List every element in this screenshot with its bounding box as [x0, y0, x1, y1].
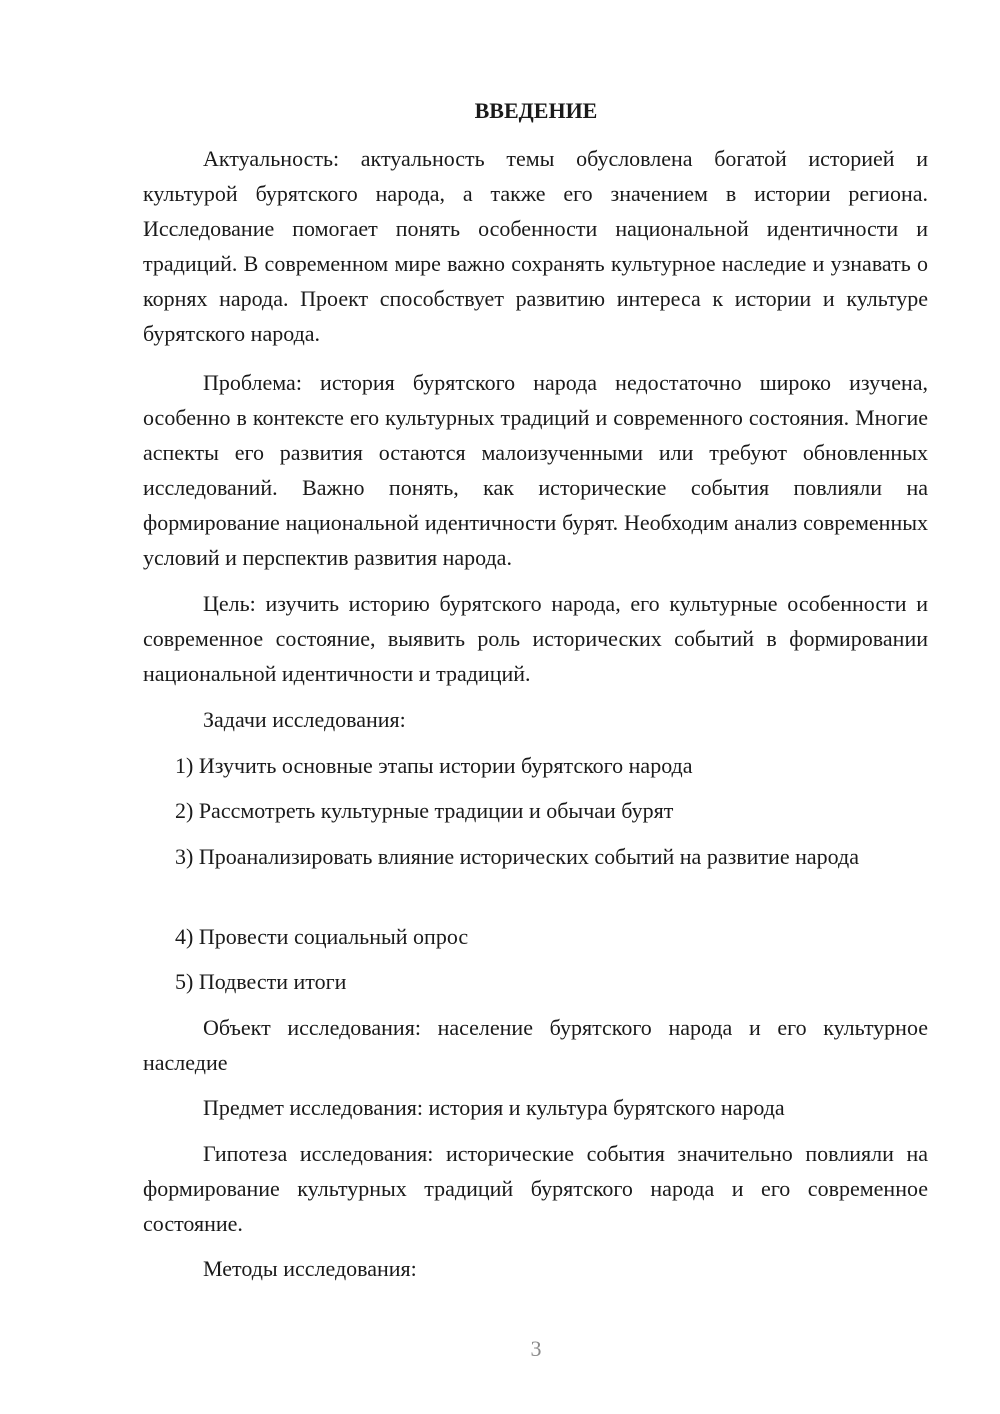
task-item-5: 5) Подвести итоги: [175, 969, 347, 994]
paragraph-hypothesis: Гипотеза исследования: исторические события значительно повлияли на формирование культурных традиций бурятского народа и его современное состояние.: [143, 1141, 928, 1236]
task-item-1: 1) Изучить основные этапы истории бурятского народа: [175, 753, 693, 778]
paragraph-relevance: Актуальность: актуальность темы обусловлена богатой историей и культурой бурятского народа, а также его значением в истории региона. Исследование помогает понять особенности национальной идентичности и традиций. В современном мире важно сохранять культурное наследие и узнавать о корнях народа. Проект способствует развитию интереса к истории и культуре бурятского народа.: [143, 146, 928, 346]
task-item-4: 4) Провести социальный опрос: [175, 924, 469, 949]
page-number: 3: [530, 1336, 542, 1361]
paragraph-goal: Цель: изучить историю бурятского народа, его культурные особенности и современное состояние, выявить роль исторических событий в формировании национальной идентичности и традиций.: [143, 591, 928, 686]
section-heading: ВВЕДЕНИЕ: [474, 98, 598, 123]
task-item-2: 2) Рассмотреть культурные традиции и обычаи бурят: [175, 798, 674, 823]
task-item-3: 3) Проанализировать влияние исторических событий на развитие народа: [175, 844, 859, 869]
methods-title: Методы исследования:: [203, 1256, 417, 1281]
tasks-title: Задачи исследования:: [203, 707, 406, 732]
paragraph-problem: Проблема: история бурятского народа недостаточно широко изучена, особенно в контексте его культурных традиций и современного состояния. Многие аспекты его развития остаются малоизученными или требуют обновленных исследований. Важно понять, как исторические события повлияли на формирование национальной идентичности бурят. Необходим анализ современных условий и перспектив развития народа.: [143, 370, 928, 570]
paragraph-object: Объект исследования: население бурятского народа и его культурное наследие: [143, 1015, 928, 1075]
paragraph-subject: Предмет исследования: история и культура бурятского народа: [203, 1095, 785, 1120]
